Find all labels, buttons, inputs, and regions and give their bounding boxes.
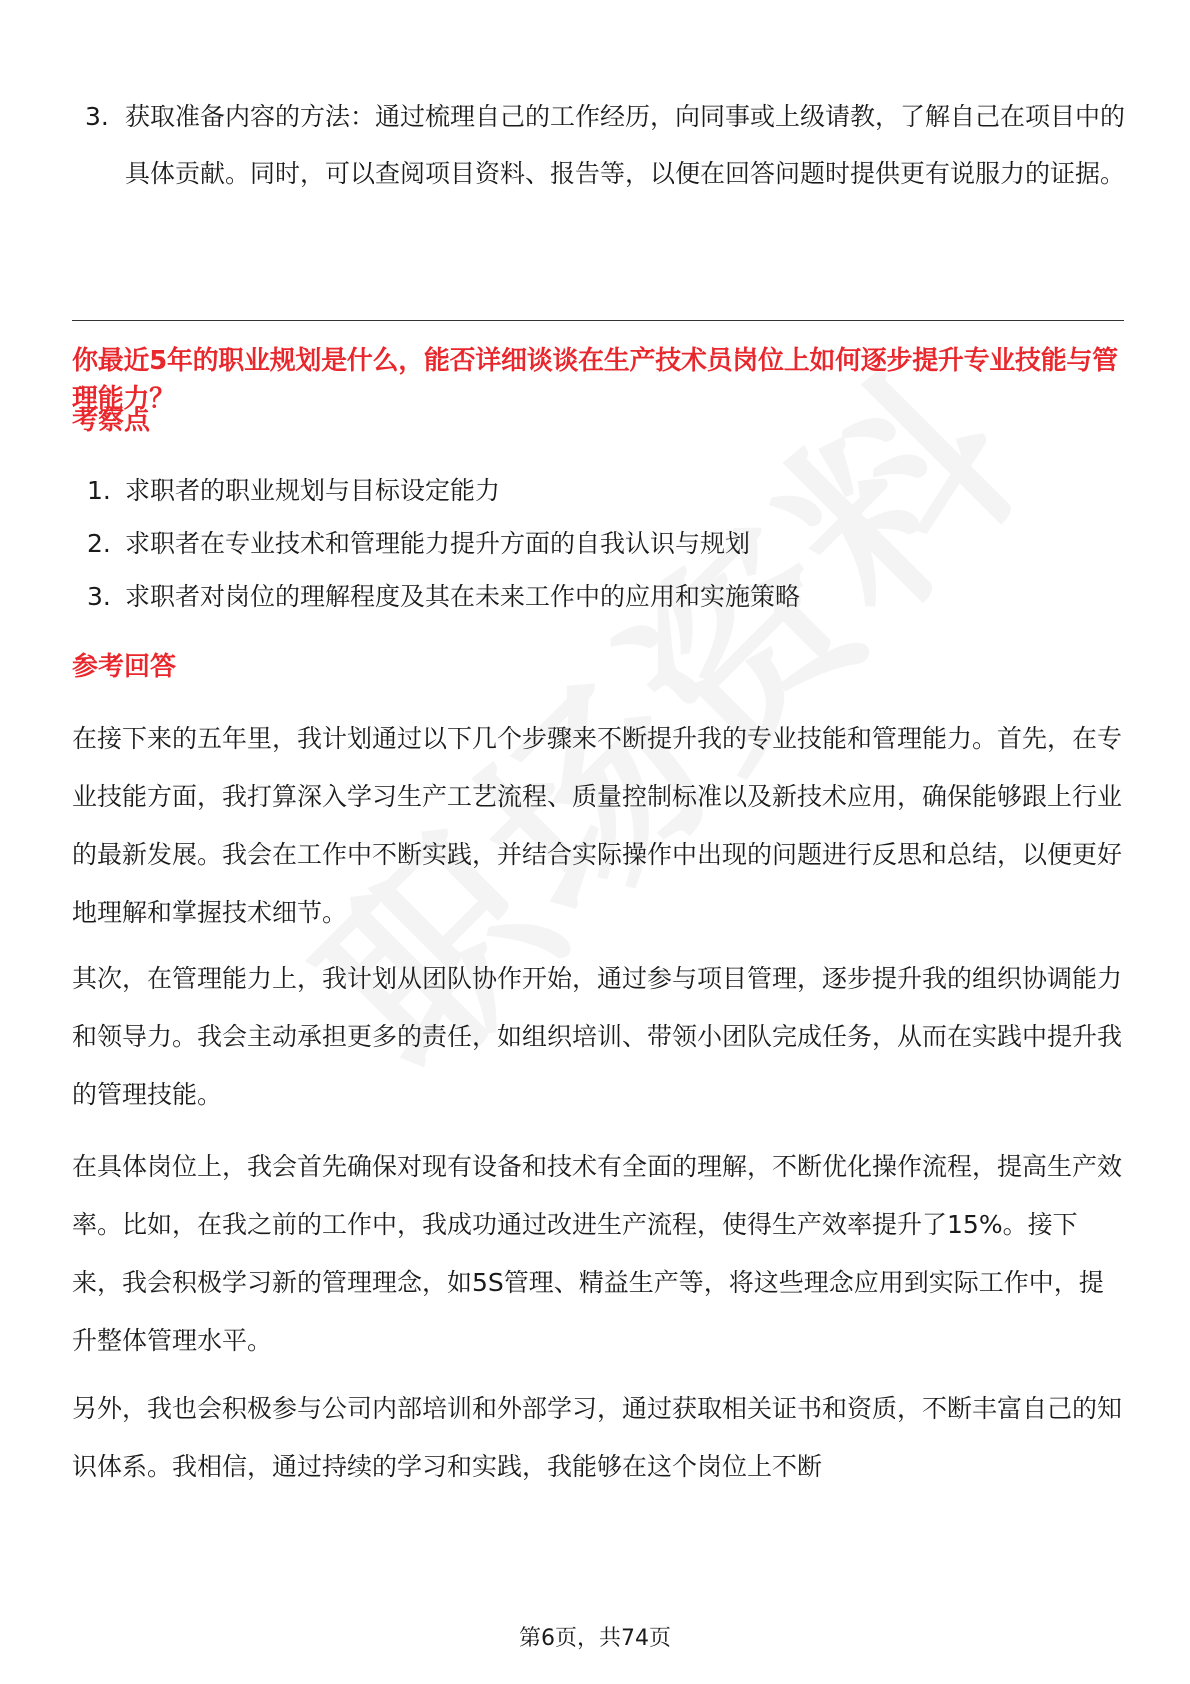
point-number: 2.: [87, 529, 111, 558]
section-divider: [72, 320, 1124, 321]
answer-paragraph: 在接下来的五年里，我计划通过以下几个步骤来不断提升我的专业技能和管理能力。首先，在专业技能方面，我打算深入学习生产工艺流程、质量控制标准以及新技术应用，确保能够跟上行业的最新发展。我会在工作中不断实践，并结合实际操作中出现的问题进行反思和总结，以便更好地理解和掌握技术细节。: [72, 724, 1123, 927]
point-number: 3.: [87, 582, 111, 611]
point-text: 求职者的职业规划与目标设定能力: [125, 476, 501, 505]
point-text: 求职者对岗位的理解程度及其在未来工作中的应用和实施策略: [125, 582, 801, 611]
list-number: 3.: [85, 102, 109, 131]
point-number: 1.: [87, 476, 111, 505]
list-text: 获取准备内容的方法：通过梳理自己的工作经历，向同事或上级请教，了解自己在项目中的具体贡献。同时，可以查阅项目资料、报告等，以便在回答问题时提供更有说服力的证据。: [125, 102, 1126, 188]
page-footer: 第6页，共74页: [519, 1626, 671, 1651]
question-title: 你最近5年的职业规划是什么，能否详细谈谈在生产技术员岗位上如何逐步提升专业技能与管理能力？: [72, 346, 1118, 414]
answer-heading: 参考回答: [72, 652, 177, 682]
assessment-point: [87, 580, 1127, 614]
assessment-heading: 考察点: [72, 406, 151, 436]
answer-paragraph: 在具体岗位上，我会首先确保对现有设备和技术有全面的理解，不断优化操作流程，提高生产效率。比如，在我之前的工作中，我成功通过改进生产流程，使得生产效率提升了15%。接下来，我会积极学习新的管理理念，如5S管理、精益生产等，将这些理念应用到实际工作中，提升整体管理水平。: [72, 1152, 1123, 1355]
assessment-point: [87, 474, 1127, 508]
answer-paragraph: 其次，在管理能力上，我计划从团队协作开始，通过参与项目管理，逐步提升我的组织协调能力和领导力。我会主动承担更多的责任，如组织培训、带领小团队完成任务，从而在实践中提升我的管理技能。: [72, 964, 1123, 1109]
previous-list-item-3: [85, 88, 1125, 202]
point-text: 求职者在专业技术和管理能力提升方面的自我认识与规划: [125, 529, 751, 558]
answer-paragraph: 另外，我也会积极参与公司内部培训和外部学习，通过获取相关证书和资质，不断丰富自己的知识体系。我相信，通过持续的学习和实践，我能够在这个岗位上不断: [72, 1394, 1123, 1481]
assessment-point: [87, 527, 1127, 561]
